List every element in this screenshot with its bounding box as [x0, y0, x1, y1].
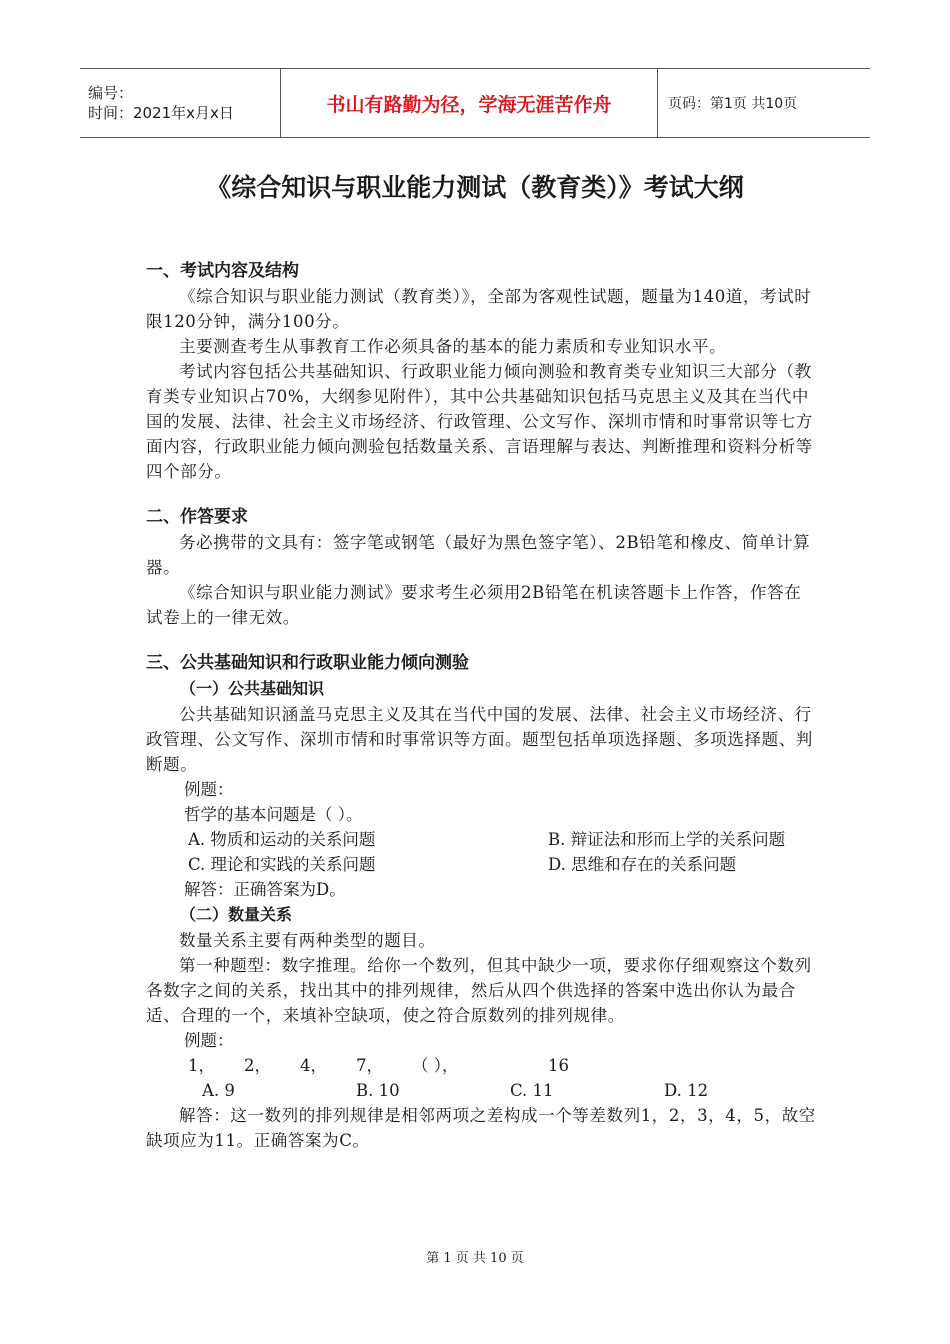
- paragraph: 公共基础知识涵盖马克思主义及其在当代中国的发展、法律、社会主义市场经济、行政管理、公文写作、深圳市情和时事常识等方面。题型包括单项选择题、多项选择题、判断题。: [146, 705, 813, 774]
- options-row: [146, 827, 818, 852]
- option-a: A. 9: [202, 1081, 235, 1100]
- paragraph: 《综合知识与职业能力测试（教育类）》，全部为客观性试题，题量为140道，考试时限120分钟，满分100分。: [146, 287, 812, 331]
- section-2-heading: 二、作答要求: [146, 507, 248, 527]
- option-d: D. 思维和存在的关系问题: [548, 855, 737, 874]
- sequence-item: 7，: [356, 1056, 383, 1075]
- paragraph: 数量关系主要有两种类型的题目。: [179, 931, 436, 950]
- paragraph: 《综合知识与职业能力测试》要求考生必须用2B铅笔在机读答题卡上作答，作答在试卷上的一律无效。: [146, 583, 802, 627]
- document-body: [146, 258, 818, 1153]
- paragraph: 第一种题型：数字推理。给你一个数列，但其中缺少一项，要求你仔细观察这个数列各数字之间的关系，找出其中的排列规律，然后从四个供选择的答案中选出你认为最合适、合理的一个，来填补空缺项，使之符合原数列的排列规律。: [146, 956, 812, 1025]
- answer-text: 解答：正确答案为D。: [184, 880, 346, 899]
- option-c: C. 理论和实践的关系问题: [188, 855, 376, 874]
- option-c: C. 11: [510, 1081, 554, 1100]
- subsection-heading: （二）数量关系: [180, 905, 293, 924]
- question-text: 哲学的基本问题是（ ）。: [184, 805, 363, 824]
- header-meta: [80, 69, 280, 137]
- paragraph: 务必携带的文具有：签字笔或钢笔（最好为黑色签字笔）、2B铅笔和橡皮、简单计算器。: [146, 533, 811, 577]
- paragraph: 考试内容包括公共基础知识、行政职业能力倾向测验和教育类专业知识三大部分（教育类专业知识占70%，大纲参见附件），其中公共基础知识包括马克思主义及其在当代中国的发展、法律、社会主义市场经济、行政管理、公文写作、深圳市情和时事常识等七方面内容，行政职业能力倾向测验包括数量关系、言语理解与表达、判断推理和资料分析等四个部分。: [146, 362, 813, 481]
- options-row: [146, 852, 818, 877]
- answer-text: 解答：这一数列的排列规律是相邻两项之差构成一个等差数列1，2，3，4，5，故空缺项应为11。正确答案为C。: [146, 1106, 816, 1150]
- time-label: 时间：2021年x月x日: [88, 104, 234, 122]
- example-label: 例题：: [184, 780, 234, 799]
- option-b: B. 10: [356, 1081, 400, 1100]
- sequence-item: 1，: [188, 1056, 215, 1075]
- number-sequence: [146, 1053, 818, 1078]
- subsection-heading: （一）公共基础知识: [180, 679, 325, 698]
- section-3-heading: 三、公共基础知识和行政职业能力倾向测验: [146, 653, 469, 673]
- sequence-item: 2，: [244, 1056, 271, 1075]
- page-footer: 第 1 页 共 10 页: [426, 1251, 524, 1266]
- paragraph: 主要测查考生从事教育工作必须具备的基本的能力素质和专业知识水平。: [179, 337, 727, 356]
- page-header: [80, 68, 870, 138]
- example-label: 例题：: [184, 1031, 234, 1050]
- option-d: D. 12: [664, 1081, 709, 1100]
- section-1-heading: 一、考试内容及结构: [146, 261, 299, 281]
- header-page-label: 页码：第1页 共10页: [668, 96, 798, 112]
- option-b: B. 辩证法和形而上学的关系问题: [548, 830, 786, 849]
- sequence-item: 16: [548, 1056, 569, 1075]
- option-a: A. 物质和运动的关系问题: [188, 830, 376, 849]
- sequence-item: 4，: [300, 1056, 327, 1075]
- number-options: [146, 1078, 818, 1103]
- sequence-blank: （ ），: [412, 1056, 459, 1075]
- header-motto: 书山有路勤为径，学海无涯苦作舟: [280, 69, 658, 137]
- number-label: 编号：: [88, 84, 134, 102]
- document-title: 《综合知识与职业能力测试（教育类）》考试大纲: [206, 173, 744, 202]
